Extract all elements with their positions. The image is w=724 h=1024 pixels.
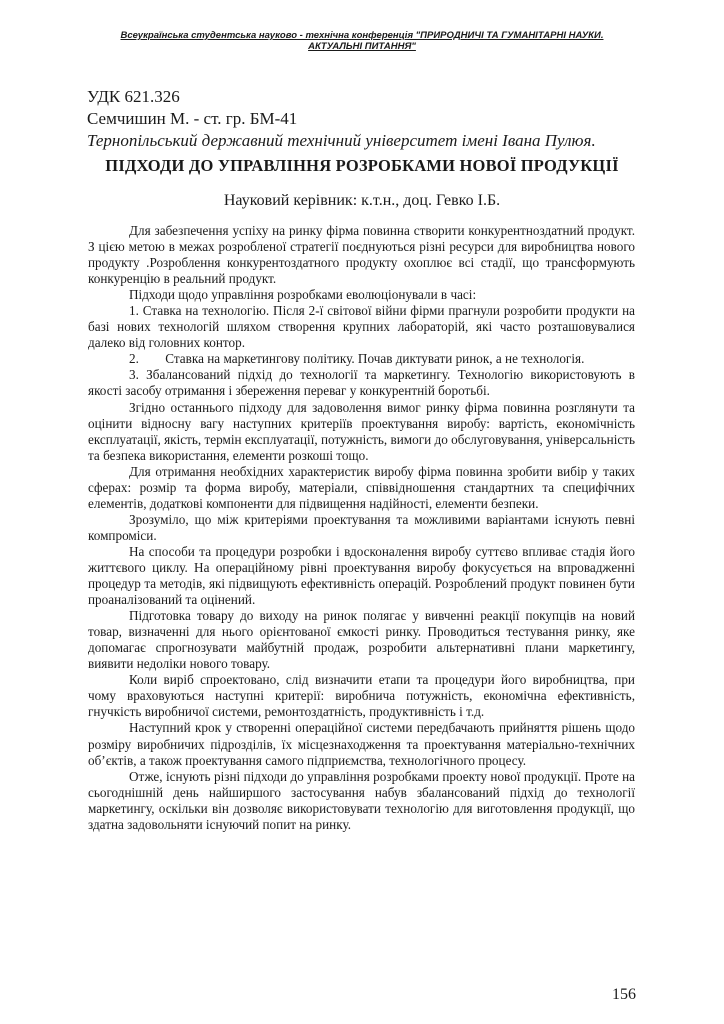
paragraph: Зрозуміло, що між критеріями проектування та можливими варіантами існують певні компроміси. xyxy=(88,511,635,543)
udk-code: УДК 621.326 xyxy=(87,87,180,106)
paragraph: Отже, існують різні підходи до управління розробками проекту нової продукції. Проте на сьогоднішній день найширшого застосування набув збалансований підхід до технології маркетингу, оскільки він дозволяє використовувати технологію для виготовлення продукції, що здатна задовольняти існуючий попит на ринку. xyxy=(88,768,635,832)
paragraph: Для забезпечення успіху на ринку фірма повинна створити конкурентноздатний продукт. З цією метою в межах розробленої стратегії поєднуються різні ресурси для виробництва нового продукту .Розроблення конкурентоздатного продукту охоплює всі стадії, що трансформують конкуренцію в реальний продукт. xyxy=(88,223,635,287)
paragraph: Згідно останнього підходу для задоволення вимог ринку фірма повинна розглянути та оцінити відносну вагу наступних критеріїв проектування виробу: вартість, економічність експлуатації, якість, термін експлуатації, потужність, вимоги до обслуговування, універсальність та безпека використання, елементи розкоші тощо. xyxy=(88,399,635,463)
conference-header-line2: АКТУАЛЬНІ ПИТАННЯ" xyxy=(308,41,416,52)
paragraph: Підготовка товару до виходу на ринок полягає у вивченні реакції покупців на новий товар, визначенні для нього орієнтованої ємкості ринку. Проводиться тестування ринку, яке допомагає спрогнозувати майбутній продаж, розробити альтернативні плани маркетингу, виявити недоліки нового товару. xyxy=(88,608,635,672)
list-item: 1. Ставка на технологію. Після 2-ї світової війни фірми прагнули розробити продукти на базі нових технологій шляхом створення крупних лабораторій, які часто розташовувалися далеко від головних контор. xyxy=(88,303,635,351)
conference-header xyxy=(0,30,724,52)
paragraph: Підходи щодо управління розробками еволюціонували в часі: xyxy=(129,287,477,303)
paragraph: Для отримання необхідних характеристик виробу фірма повинна зробити вибір у таких сферах: розмір та форма виробу, матеріали, співвідношення стандартних та специфічних елементів, додаткові компоненти для підвищення надійності, елементи безпеки. xyxy=(88,463,635,511)
paragraph: На способи та процедури розробки і вдосконалення виробу суттєво впливає стадія його життєвого циклу. На операційному рівні проектування виробу фокусується на впровадженні процедур та методів, які підвищують ефективність операцій. Розроблений продукт повинен бути проаналізований та оцінений. xyxy=(88,543,635,608)
article-meta xyxy=(87,86,596,152)
author-line: Семчишин М. - ст. гр. БМ-41 xyxy=(87,109,298,128)
list-item: 3. Збалансований підхід до технології та маркетингу. Технологію використовують в якості засобу отримання і збереження переваг у конкурентній боротьбі. xyxy=(88,367,635,399)
institution-line: Тернопільський державний технічний університет імені Івана Пулюя. xyxy=(87,131,596,150)
paragraph: Коли виріб спроектовано, слід визначити етапи та процедури його виробництва, при чому враховуються наступні критерії: виробнича потужність, економічна ефективність, гнучкість виробничої системи, ремонтоздатність, продуктивність і т.д. xyxy=(88,672,635,720)
paragraph: Наступний крок у створенні операційної системи передбачають прийняття рішень щодо розміру виробничих підрозділів, їх місцезнаходження та проектування матеріально-технічних об’єктів, а також проектування самого підприємства, технологічного процесу. xyxy=(88,720,635,768)
article-title: ПІДХОДИ ДО УПРАВЛІННЯ РОЗРОБКАМИ НОВОЇ ПРОДУКЦІЇ xyxy=(105,156,619,175)
article-body xyxy=(88,223,635,833)
supervisor-line: Науковий керівник: к.т.н., доц. Гевко І.Б. xyxy=(223,192,501,209)
conference-header-line1: Всеукраїнська студентська науково - технічна конференція "ПРИРОДНИЧІ ТА ГУМАНІТАРНІ НАУКИ. xyxy=(120,30,604,41)
page-number: 156 xyxy=(612,986,636,1003)
list-item: 2. Ставка на маркетингову політику. Почав диктувати ринок, а не технологія. xyxy=(129,351,585,367)
